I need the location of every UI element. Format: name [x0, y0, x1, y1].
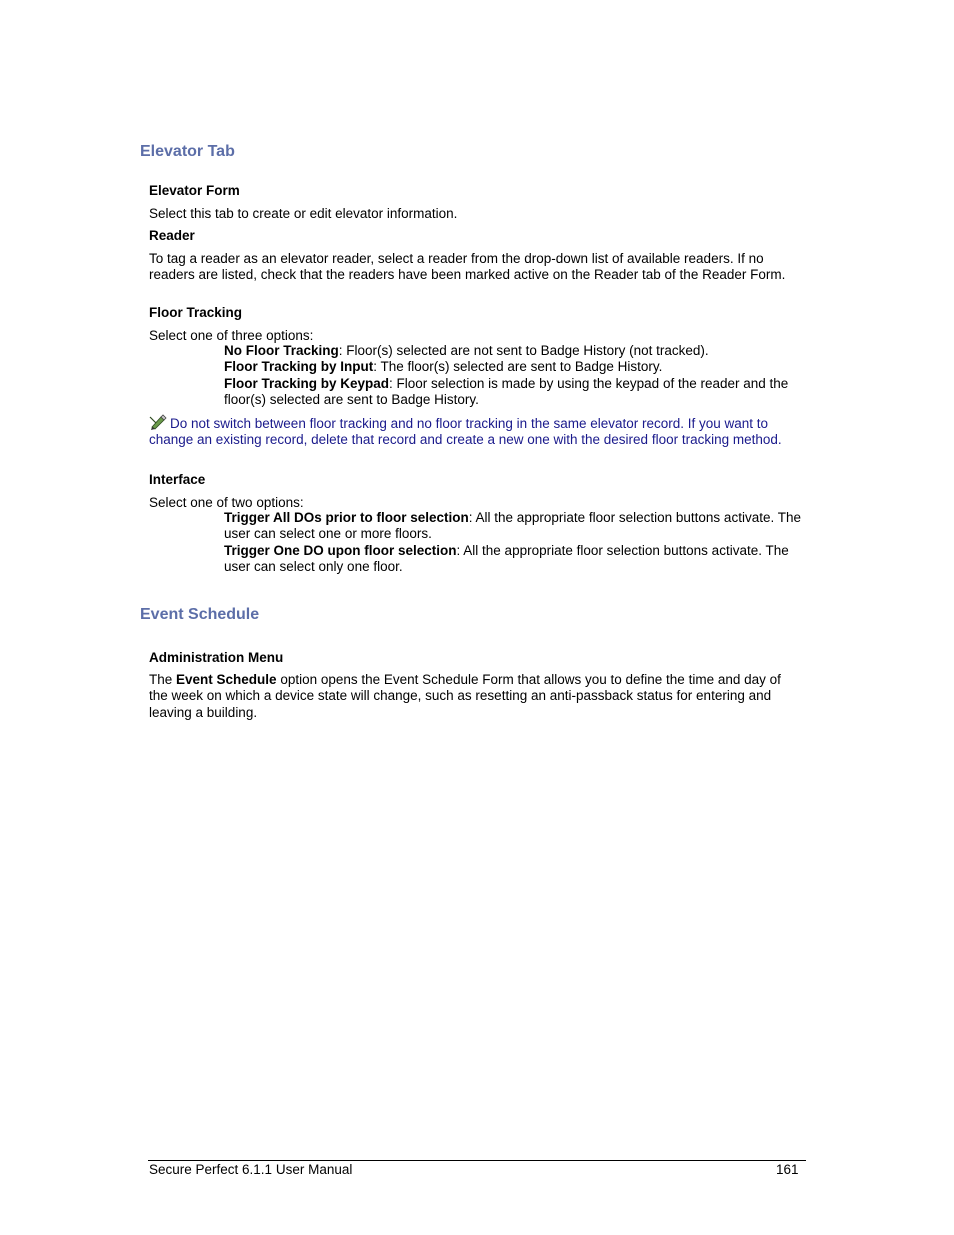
footer-manual-title: Secure Perfect 6.1.1 User Manual [149, 1162, 353, 1177]
heading-administration-menu: Administration Menu [149, 650, 284, 665]
option-term: Trigger One DO upon floor selection [224, 543, 457, 558]
option-term: Trigger All DOs prior to floor selection [224, 510, 469, 525]
interface-intro: Select one of two options: [149, 495, 304, 510]
heading-elevator-form: Elevator Form [149, 183, 240, 198]
option-desc: : All the appropriate floor selection buttons activate. The user can select one or more floors. [224, 510, 801, 542]
heading-interface: Interface [149, 472, 206, 487]
floor-tracking-intro: Select one of three options: [149, 328, 314, 343]
footer-divider [148, 1160, 806, 1161]
reader-text: To tag a reader as an elevator reader, select a reader from the drop-down list of available readers. If no readers are listed, check that the readers have been marked active on the Reader tab of the Reader Form. [149, 251, 786, 283]
footer-page-number: 161 [776, 1162, 799, 1177]
option-term: Floor Tracking by Input [224, 359, 374, 374]
note-pencil-icon [149, 414, 168, 430]
option-term: Floor Tracking by Keypad [224, 376, 390, 391]
option-desc: : Floor(s) selected are not sent to Badge History (not tracked). [338, 343, 709, 358]
floor-option-keypad [224, 376, 794, 409]
interface-option-all [224, 510, 804, 543]
elevator-form-text: Select this tab to create or edit elevator information. [149, 206, 458, 221]
event-schedule-text [149, 672, 799, 721]
text-before: The [149, 672, 177, 687]
heading-reader: Reader [149, 228, 195, 243]
note-text: Do not switch between floor tracking and no floor tracking in the same elevator record. If you want to change an existing record, delete that record and create a new one with the desired floor tracking method. [149, 416, 782, 448]
heading-event-schedule: Event Schedule [140, 606, 260, 623]
option-desc: : All the appropriate floor selection buttons activate. The user can select only one floor. [224, 543, 789, 575]
text-bold: Event Schedule [176, 672, 277, 687]
interface-option-one [224, 543, 794, 576]
heading-elevator-tab: Elevator Tab [140, 143, 235, 160]
option-term: No Floor Tracking [224, 343, 339, 358]
heading-floor-tracking: Floor Tracking [149, 305, 243, 320]
option-desc: : Floor selection is made by using the keypad of the reader and the floor(s) selected are sent to Badge History. [224, 376, 789, 408]
floor-option-none [224, 343, 804, 359]
floor-option-input [224, 359, 804, 375]
option-desc: : The floor(s) selected are sent to Badge History. [373, 359, 663, 374]
text-after: option opens the Event Schedule Form that allows you to define the time and day of the week on which a device state will change, such as resetting an anti-passback status for entering and leaving a building. [149, 672, 781, 720]
note-block [149, 414, 799, 449]
